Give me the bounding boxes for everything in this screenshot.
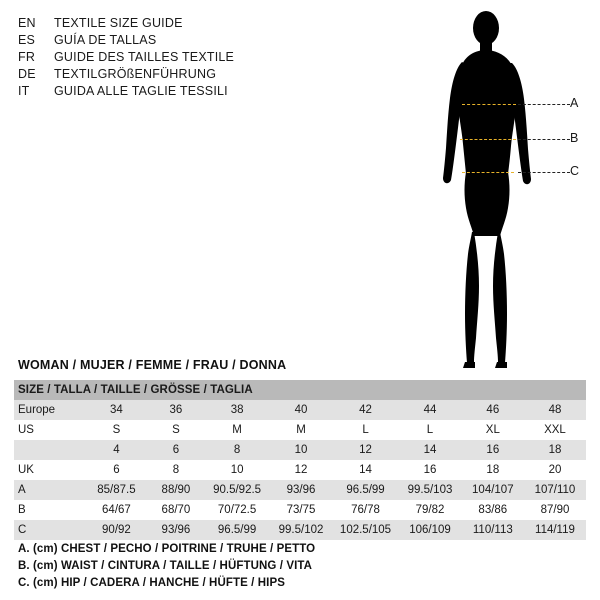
cell: 12 [269, 460, 332, 480]
row-label-a: A [14, 480, 86, 500]
cell: 10 [205, 460, 269, 480]
language-text-es: GUÍA DE TALLAS [54, 33, 157, 47]
cell: 70/72.5 [205, 500, 269, 520]
language-text-fr: GUIDE DES TAILLES TEXTILE [54, 50, 235, 64]
measure-leader-chest [518, 104, 570, 105]
cell: 16 [462, 440, 524, 460]
cell: 79/82 [398, 500, 461, 520]
cell: 83/86 [462, 500, 524, 520]
language-row-it [18, 84, 338, 101]
language-code-en: EN [18, 16, 36, 30]
row-label-c: C [14, 520, 86, 540]
row-label-us-numeric [14, 440, 86, 460]
measure-leader-hip [518, 172, 570, 173]
cell: 68/70 [147, 500, 205, 520]
cell: M [269, 420, 332, 440]
row-label-b: B [14, 500, 86, 520]
cell: 96.5/99 [205, 520, 269, 540]
cell: 14 [398, 440, 461, 460]
row-label-uk: UK [14, 460, 86, 480]
measure-line-hip [462, 172, 514, 173]
row-label-europe: Europe [14, 400, 86, 420]
cell: 6 [147, 440, 205, 460]
cell: 20 [524, 460, 586, 480]
table-header-row [14, 380, 586, 400]
cell: XL [462, 420, 524, 440]
language-header-block [18, 16, 338, 101]
cell: 90.5/92.5 [205, 480, 269, 500]
measure-label-a: A [570, 96, 579, 110]
cell: 76/78 [333, 500, 399, 520]
cell: 48 [524, 400, 586, 420]
language-code-fr: FR [18, 50, 36, 64]
cell: 110/113 [462, 520, 524, 540]
cell: 102.5/105 [333, 520, 399, 540]
cell: 40 [269, 400, 332, 420]
size-table [14, 380, 586, 540]
cell: 93/96 [147, 520, 205, 540]
measure-line-chest [462, 104, 516, 105]
cell: S [86, 420, 147, 440]
language-code-de: DE [18, 67, 36, 81]
measure-line-waist [460, 139, 516, 140]
table-row [14, 440, 586, 460]
language-text-en: TEXTILE SIZE GUIDE [54, 16, 183, 30]
measurement-legend [18, 543, 578, 594]
language-row-en [18, 16, 338, 33]
measure-label-c: C [570, 164, 580, 178]
cell: 107/110 [524, 480, 586, 500]
cell: 38 [205, 400, 269, 420]
language-row-fr [18, 50, 338, 67]
legend-row-c: C. (cm) HIP / CADERA / HANCHE / HÜFTE / HIPS [18, 577, 286, 589]
cell: 114/119 [524, 520, 586, 540]
table-header-label: SIZE / TALLA / TAILLE / GRÖSSE / TAGLIA [14, 380, 586, 400]
cell: 18 [462, 460, 524, 480]
table-row [14, 480, 586, 500]
body-figure-area [420, 6, 596, 374]
measure-leader-waist [518, 139, 570, 140]
language-row-de [18, 67, 338, 84]
table-row [14, 520, 586, 540]
section-title: WOMAN / MUJER / FEMME / FRAU / DONNA [18, 358, 287, 372]
legend-row-b: B. (cm) WAIST / CINTURA / TAILLE / HÜFTUNG / VITA [18, 560, 313, 572]
cell: 4 [86, 440, 147, 460]
cell: 8 [147, 460, 205, 480]
row-label-us: US [14, 420, 86, 440]
cell: M [205, 420, 269, 440]
cell: 46 [462, 400, 524, 420]
cell: L [398, 420, 461, 440]
cell: 73/75 [269, 500, 332, 520]
cell: 85/87.5 [86, 480, 147, 500]
cell: 36 [147, 400, 205, 420]
measure-label-b: B [570, 131, 579, 145]
legend-row-a: A. (cm) CHEST / PECHO / POITRINE / TRUHE / PETTO [18, 543, 316, 555]
cell: 99.5/102 [269, 520, 332, 540]
cell: L [333, 420, 399, 440]
female-silhouette-icon [420, 6, 596, 374]
cell: 18 [524, 440, 586, 460]
cell: 16 [398, 460, 461, 480]
cell: 44 [398, 400, 461, 420]
cell: 90/92 [86, 520, 147, 540]
cell: 88/90 [147, 480, 205, 500]
cell: 42 [333, 400, 399, 420]
cell: 14 [333, 460, 399, 480]
cell: 64/67 [86, 500, 147, 520]
language-row-es [18, 33, 338, 50]
cell: 6 [86, 460, 147, 480]
cell: 34 [86, 400, 147, 420]
cell: 106/109 [398, 520, 461, 540]
cell: 87/90 [524, 500, 586, 520]
cell: 93/96 [269, 480, 332, 500]
cell: 96.5/99 [333, 480, 399, 500]
cell: 99.5/103 [398, 480, 461, 500]
cell: 12 [333, 440, 399, 460]
cell: S [147, 420, 205, 440]
table-row [14, 460, 586, 480]
cell: 8 [205, 440, 269, 460]
language-code-it: IT [18, 84, 30, 98]
language-code-es: ES [18, 33, 36, 47]
language-text-de: TEXTILGRÖßENFÜHRUNG [54, 67, 217, 81]
cell: 10 [269, 440, 332, 460]
cell: XXL [524, 420, 586, 440]
table-row [14, 500, 586, 520]
language-text-it: GUIDA ALLE TAGLIE TESSILI [54, 84, 228, 98]
table-row [14, 400, 586, 420]
table-row [14, 420, 586, 440]
cell: 104/107 [462, 480, 524, 500]
